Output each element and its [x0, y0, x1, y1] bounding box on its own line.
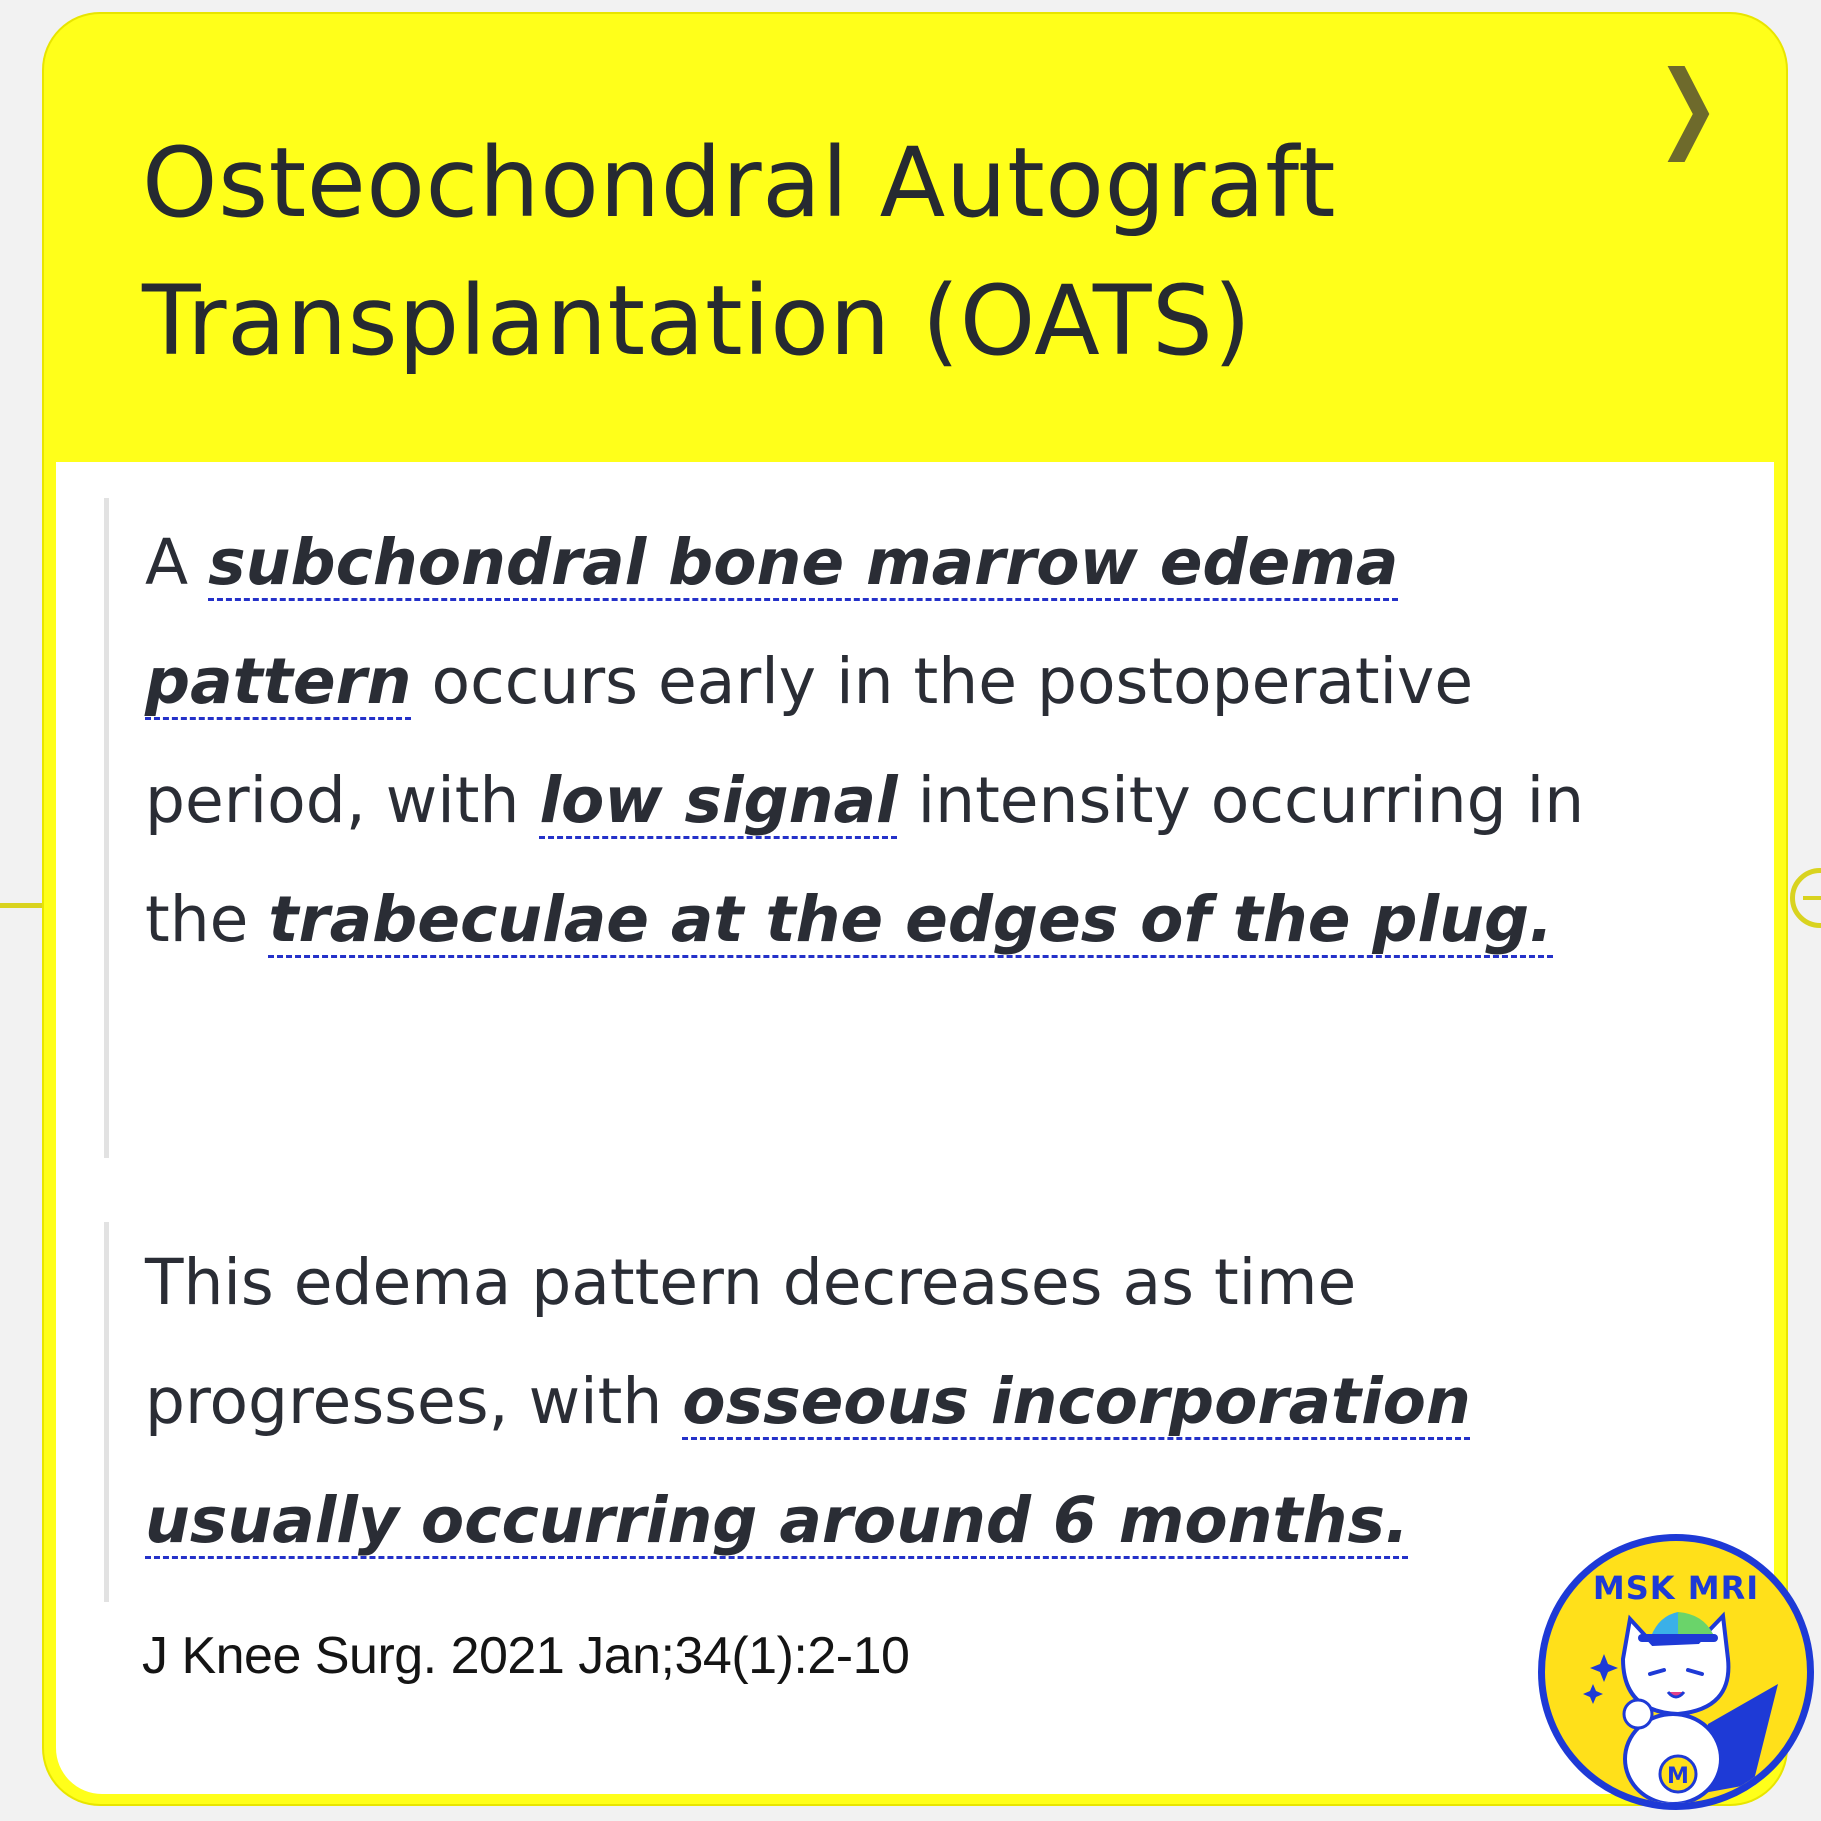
highlight-bone-marrow-edema: subchondral bone marrow edema pattern — [145, 526, 1399, 718]
msk-mri-logo — [1538, 1534, 1814, 1810]
highlight-osseous-incorporation: osseous incorporation usually occurring around 6 months. — [145, 1365, 1471, 1557]
quote-text: intensity occurring in the — [145, 764, 1585, 956]
node-content — [56, 462, 1774, 1794]
node-title-line-2: Transplantation (OATS) — [142, 265, 1252, 377]
node-title-line-1: Osteochondral Autograft — [142, 127, 1337, 239]
node-title — [142, 114, 1642, 390]
collapse-node-icon[interactable] — [1790, 868, 1821, 928]
quote-paragraph-2 — [145, 1222, 1605, 1580]
blockquote-2 — [104, 1222, 1605, 1602]
cat-mascot-icon — [1538, 1534, 1814, 1810]
logo-text: MSK MRI — [1592, 1569, 1760, 1607]
node-connector-line — [0, 903, 46, 908]
quote-paragraph-1 — [145, 498, 1605, 979]
citation-reference: J Knee Surg. 2021 Jan;34(1):2-10 — [142, 1627, 910, 1685]
quote-text: This edema pattern decreases as time progresses, with — [145, 1246, 1357, 1438]
highlight-trabeculae: trabeculae at the edges of the plug. — [268, 883, 1554, 956]
quote-text: occurs early in the postoperative period, with — [145, 645, 1474, 837]
mindmap-node-card[interactable] — [44, 14, 1786, 1804]
chevron-right-icon[interactable]: ❯ — [1655, 50, 1721, 162]
quote-text: A — [145, 526, 209, 599]
blockquote-1 — [104, 498, 1605, 1158]
logo-badge-letter: M — [1667, 1764, 1689, 1789]
highlight-low-signal: low signal — [539, 764, 898, 837]
